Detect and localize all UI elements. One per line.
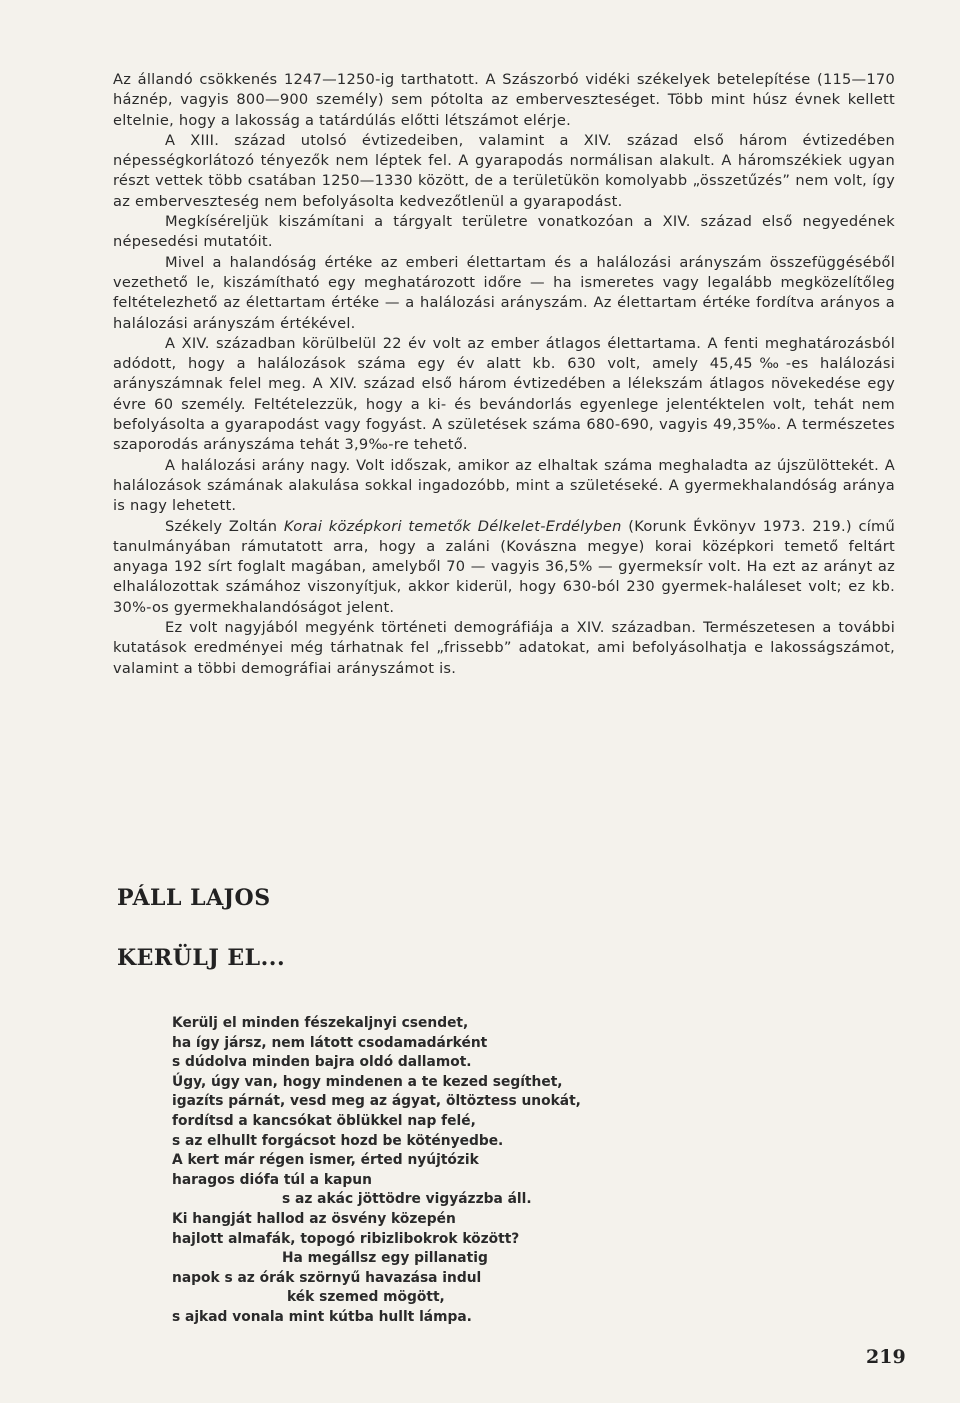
poem-title: KERÜLJ EL... — [117, 945, 286, 971]
paragraph — [113, 618, 895, 679]
cited-title: Korai középkori temetők Délkelet-Erdélyben — [283, 517, 622, 535]
poem-line: kék szemed mögött, — [287, 1289, 445, 1306]
poem-line: Ki hangját hallod az ösvény közepén — [172, 1210, 456, 1227]
poem-body — [172, 1014, 732, 1328]
paragraph-text: A XIII. század utolsó évtizedeiben, valamint a XIV. század első három évtizedében népességkorlátozó tényezők nem léptek fel. A gyarapodás normálisan alakult. A háromszékiek ugyan részt vettek több csatában 1250—1330 között, de a területükön komolyabb „összetűzés” nem volt, így az emberveszteség nem befolyásolta kedvezőtlenül a gyarapodást. — [113, 131, 895, 210]
poem-line: ha így jársz, nem látott csodamadárként — [172, 1034, 488, 1051]
paragraph — [113, 131, 895, 212]
poem-line: fordítsd a kancsókat öblükkel nap felé, — [172, 1112, 476, 1129]
prose-body — [113, 70, 895, 679]
poem-line: Ha megállsz egy pillanatig — [282, 1250, 488, 1267]
paragraph-text: (Korunk Évkönyv 1973. 219.) című tanulmányában rámutatott arra, hogy a zaláni (Kovászna megye) korai középkori temető feltárt anyaga 192 sírt foglalt magában, amelyből 70 — vagyis 36,5% — gyermeksír volt. Ha ezt az arányt az elhalálozottak számához viszonyítjuk, akkor kiderül, hogy 630-ból 230 gyermek-haláleset volt; ez kb. 30%-os gyermekhalandóságot jelent. — [113, 517, 895, 616]
poem-line: s dúdolva minden bajra oldó dallamot. — [172, 1054, 472, 1071]
paragraph — [113, 517, 895, 618]
poem-line: igazíts párnát, vesd meg az ágyat, öltöztess unokát, — [172, 1093, 581, 1110]
paragraph-text: Az állandó csökkenés 1247—1250-ig tarthatott. A Szászorbó vidéki székelyek betelepítése (115—170 háznép, vagyis 800—900 személy) sem pótolta az emberveszteséget. Több mint húsz évnek kellett eltelnie, hogy a lakosság a tatárdúlás előtti létszámot elérje. — [113, 71, 895, 129]
author-name: PÁLL LAJOS — [117, 885, 271, 911]
poem-line: Úgy, úgy van, hogy mindenen a te kezed segíthet, — [172, 1073, 563, 1090]
poem-line: A kert már régen ismer, érted nyújtózik — [172, 1152, 479, 1169]
paragraph — [113, 253, 895, 334]
poem-line: s az elhullt forgácsot hozd be kötényedbe. — [172, 1132, 504, 1149]
paragraph-text: Megkíséreljük kiszámítani a tárgyalt területre vonatkozóan a XIV. század első negyedének népesedési mutatóit. — [113, 213, 895, 251]
paragraph-text: Ez volt nagyjából megyénk történeti demográfiája a XIV. században. Természetesen a további kutatások eredményei még tárhatnak fel „frissebb” adatokat, ami befolyásolhatja e lakosságszámot, valamint a többi demográfiai arányszámot is. — [113, 619, 895, 677]
poem-line: s az akác jöttödre vigyázzba áll. — [282, 1191, 532, 1208]
poem-line: s ajkad vonala mint kútba hullt lámpa. — [172, 1308, 472, 1325]
poem-line: napok s az órák szörnyű havazása indul — [172, 1269, 482, 1286]
paragraph-text: A XIV. században körülbelül 22 év volt az ember átlagos élettartama. A fenti meghatározásból adódott, hogy a halálozások száma egy év alatt kb. 630 volt, amely 45,45‰-es halálozási arányszámnak felel meg. A XIV. század első három évtizedében a lélekszám átlagos növekedése egy évre 60 személy. Feltételezzük, hogy a ki- és bevándorlás egyenlege jelentéktelen volt, tehát nem befolyásolta a gyarapodást vagy fogyást. A születések száma 680-690, vagyis 49,35‰. A természetes szaporodás arányszáma tehát 3,9‰-re tehető. — [113, 334, 895, 454]
paragraph — [113, 70, 895, 131]
paragraph — [113, 212, 895, 253]
poem-line: haragos diófa túl a kapun — [172, 1171, 372, 1188]
paragraph — [113, 456, 895, 517]
paragraph-text: Székely Zoltán — [165, 517, 284, 535]
paragraph-text: A halálozási arány nagy. Volt időszak, amikor az elhaltak száma meghaladta az újszülöttekét. A halálozások számának alakulása sokkal ingadozóbb, mint a születéseké. A gyermekhalandóság aránya is nagy lehetett. — [113, 456, 895, 515]
paragraph-text: Mivel a halandóság értéke az emberi élettartam és a halálozási arányszám összefüggéséből vezethető le, kiszámítható egy meghatározott időre — ha ismeretes vagy legalább megközelítőleg feltételezhető az élettartam értéke — a halálozási arányszám. Az élettartam értéke fordítva arányos a halálozási arányszám értékével. — [113, 253, 895, 332]
page-number: 219 — [866, 1346, 906, 1368]
paragraph — [113, 334, 895, 456]
poem-line: Kerülj el minden fészekaljnyi csendet, — [172, 1015, 469, 1031]
poem-line: hajlott almafák, topogó ribizlibokrok között? — [172, 1230, 520, 1247]
